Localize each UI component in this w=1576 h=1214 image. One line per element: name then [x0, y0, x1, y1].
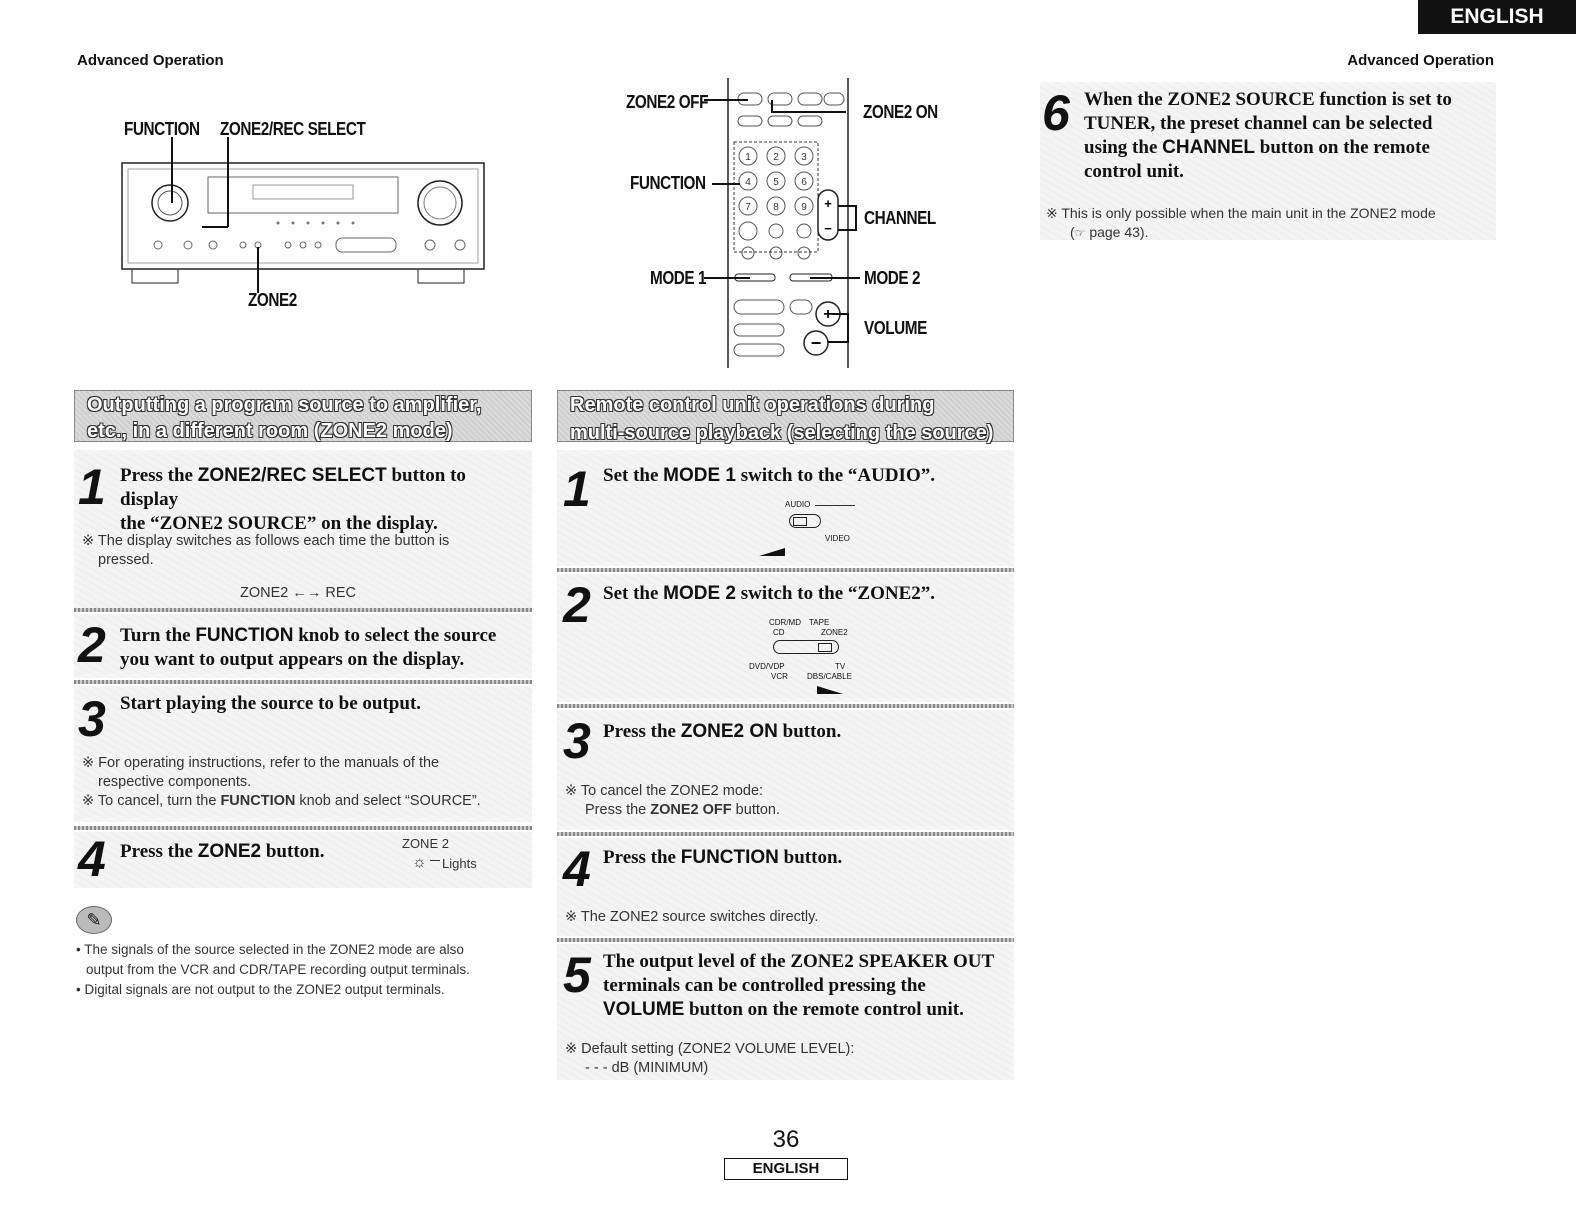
title-text: Set the — [603, 465, 664, 486]
title-text: Set the — [603, 583, 664, 604]
memo-line: output from the VCR and CDR/TAPE recording output terminals. — [86, 962, 470, 977]
svg-text:4: 4 — [745, 177, 751, 188]
divider — [557, 832, 1014, 836]
left-step-1 — [74, 450, 532, 608]
label-function-remote: FUNCTION — [630, 173, 706, 193]
step-note — [565, 1040, 854, 1078]
title-key: MODE 2 — [663, 583, 737, 604]
label-zone2-on: ZONE2 ON — [863, 102, 938, 122]
step-number: 2 — [78, 617, 106, 673]
mid-step-4 — [557, 838, 1014, 936]
note-line: ※ For operating instructions, refer to the manuals of the — [82, 755, 440, 771]
svg-text:5: 5 — [773, 177, 779, 188]
title-key: ZONE2 — [197, 841, 262, 862]
mode2-switch — [773, 640, 839, 654]
divider — [74, 608, 532, 612]
switch-dbs-label: DBS/CABLE — [807, 672, 852, 681]
label-volume: VOLUME — [864, 318, 927, 338]
title-text: Press the — [603, 721, 681, 742]
title-text: control unit. — [1084, 161, 1184, 182]
title-text: using the — [1084, 137, 1163, 158]
step-number: 1 — [78, 459, 106, 515]
switch-line — [815, 505, 855, 506]
note-text: Press the — [585, 802, 651, 818]
switch-video-label: VIDEO — [825, 534, 850, 543]
mid-banner-line2: multi-source playback (selecting the source) — [570, 422, 994, 444]
label-channel: CHANNEL — [864, 208, 936, 228]
left-section-banner — [74, 390, 532, 442]
mid-step-5 — [557, 944, 1014, 1080]
svg-text:1: 1 — [745, 152, 751, 163]
mid-step-1 — [557, 450, 1014, 566]
step-title — [1084, 88, 1494, 184]
step-number: 3 — [78, 691, 106, 747]
step-number: 6 — [1042, 85, 1070, 141]
mid-step-3 — [557, 710, 1014, 830]
page-reference-icon: ☞ — [1074, 226, 1086, 240]
title-text: Turn the — [120, 625, 196, 646]
step-number: 3 — [563, 713, 591, 769]
title-text: Press the — [120, 841, 198, 862]
header-right: Advanced Operation — [1347, 52, 1494, 69]
arrow-icon: ←→ — [292, 585, 322, 601]
note-text: page 43). — [1089, 224, 1149, 240]
svg-text:8: 8 — [773, 202, 779, 213]
title-text: button. — [261, 841, 325, 862]
svg-text:9: 9 — [801, 202, 807, 213]
divider — [557, 568, 1014, 572]
switch-cdrmd-label: CDR/MD — [769, 618, 801, 627]
left-step-4 — [74, 832, 532, 888]
step-title — [603, 720, 841, 744]
step-title — [120, 464, 528, 536]
title-text: terminals can be controlled pressing the — [603, 975, 926, 996]
zone2-indicator-label: ZONE 2 — [402, 836, 449, 851]
mid-step-2 — [557, 574, 1014, 702]
label-zone2-off: ZONE2 OFF — [626, 92, 709, 112]
svg-text:+: + — [823, 306, 833, 323]
note-text: ※ To cancel, turn the — [82, 793, 221, 809]
divider — [74, 826, 532, 830]
label-function: FUNCTION — [124, 119, 200, 139]
left-step-3 — [74, 686, 532, 822]
step-title — [603, 950, 1013, 1022]
title-key: ZONE2/REC SELECT — [197, 465, 387, 486]
title-text: button to display — [120, 465, 466, 510]
mid-banner-line1: Remote control unit operations during — [570, 394, 935, 416]
title-text: Press the — [120, 465, 198, 486]
note-text: ( — [1070, 224, 1075, 240]
svg-text:2: 2 — [773, 152, 779, 163]
svg-text:3: 3 — [801, 152, 807, 163]
label-mode2: MODE 2 — [864, 268, 921, 288]
switch-audio-label: AUDIO — [785, 500, 811, 509]
note-key: ZONE2 OFF — [650, 802, 732, 818]
title-key: VOLUME — [603, 999, 685, 1020]
step-title: Start playing the source to be output. — [120, 693, 422, 714]
light-icon: ☼ — [412, 854, 427, 871]
mode1-switch — [789, 514, 821, 528]
step-number: 5 — [563, 947, 591, 1003]
svg-text:7: 7 — [745, 202, 751, 213]
step-title — [120, 624, 528, 672]
title-text: TUNER, the preset channel can be selected — [1084, 113, 1433, 134]
mode2-switch-diagram — [743, 618, 883, 698]
step-number: 4 — [78, 831, 106, 887]
note-line: - - - dB (MINIMUM) — [585, 1060, 709, 1076]
switch-tv-label: TV — [835, 662, 846, 671]
mode1-switch-diagram — [757, 498, 877, 562]
note-text: knob and select “SOURCE”. — [295, 793, 481, 809]
note-line — [82, 792, 530, 811]
footer-language: ENGLISH — [724, 1158, 848, 1180]
memo-notes — [76, 940, 536, 1000]
note-line: ※ Default setting (ZONE2 VOLUME LEVEL): — [565, 1041, 855, 1057]
title-text: switch to the “AUDIO”. — [736, 465, 935, 486]
title-text: button. — [777, 721, 842, 742]
note-line: respective components. — [98, 774, 252, 790]
title-text: knob to select the source — [293, 625, 497, 646]
switch-vcr-label: VCR — [771, 672, 788, 681]
step-note — [82, 532, 530, 570]
slide-arrow-icon — [817, 686, 843, 694]
right-step-6 — [1040, 82, 1496, 240]
step-title — [603, 846, 842, 870]
seq-rec: REC — [325, 585, 357, 601]
svg-text:−: − — [810, 333, 822, 353]
svg-text:+: + — [824, 196, 832, 211]
mid-section-banner — [557, 390, 1014, 442]
memo-line: • Digital signals are not output to the ZONE2 output terminals. — [76, 982, 445, 997]
memo-pencil-icon: ✎ — [76, 906, 112, 934]
note-line: ※ To cancel the ZONE2 mode: — [565, 783, 764, 799]
title-text: you want to output appears on the display. — [120, 649, 465, 670]
left-banner-line1: Outputting a program source to amplifier, — [87, 394, 482, 416]
left-step-2 — [74, 614, 532, 678]
label-mode1: MODE 1 — [650, 268, 707, 288]
note-text: button. — [731, 802, 781, 818]
step-note — [565, 782, 780, 820]
title-key: FUNCTION — [195, 625, 294, 646]
step-title — [120, 840, 324, 864]
title-text: the “ZONE2 SOURCE” on the display. — [120, 513, 438, 534]
title-text — [603, 998, 1013, 1022]
slide-arrow-icon — [759, 548, 785, 556]
switch-tape-label: TAPE — [809, 618, 830, 627]
note-line — [565, 801, 780, 820]
seq-zone2: ZONE2 — [240, 585, 289, 601]
label-zone2: ZONE2 — [248, 290, 297, 310]
svg-text:−: − — [824, 221, 832, 236]
display-sequence — [240, 584, 356, 603]
divider — [557, 938, 1014, 942]
title-text: Press the — [603, 847, 681, 868]
switch-zone2-label: ZONE2 — [821, 628, 848, 637]
step-title — [603, 582, 935, 606]
step-number: 4 — [563, 841, 591, 897]
receiver-figure — [118, 95, 488, 320]
page-number: 36 — [772, 1126, 800, 1153]
left-banner-line2: etc., in a different room (ZONE2 mode) — [87, 420, 453, 442]
step-note — [82, 754, 530, 811]
title-key: FUNCTION — [680, 847, 779, 868]
switch-dvdvdp-label: DVD/VDP — [749, 662, 785, 671]
title-key: MODE 1 — [663, 465, 737, 486]
lights-label: Lights — [442, 856, 477, 871]
svg-text:6: 6 — [801, 177, 807, 188]
header-left: Advanced Operation — [77, 52, 224, 69]
title-text: button. — [778, 847, 843, 868]
title-text: switch to the “ZONE2”. — [736, 583, 935, 604]
step-number: 2 — [563, 577, 591, 633]
label-zone2rec-select: ZONE2/REC SELECT — [220, 119, 366, 139]
title-key: CHANNEL — [1162, 137, 1256, 158]
step-number: 1 — [563, 461, 591, 517]
title-text: button on the remote control unit. — [684, 999, 964, 1020]
divider — [557, 704, 1014, 708]
memo-line: • The signals of the source selected in the ZONE2 mode are also — [76, 942, 464, 957]
step-note: ※ The ZONE2 source switches directly. — [565, 909, 819, 925]
note-key: FUNCTION — [220, 793, 296, 809]
note-line — [1046, 223, 1496, 243]
note-line: ※ This is only possible when the main unit in the ZONE2 mode — [1046, 205, 1436, 221]
note-line: pressed. — [98, 552, 154, 568]
title-key: ZONE2 ON — [680, 721, 778, 742]
step-note — [1046, 204, 1496, 243]
language-badge: ENGLISH — [1418, 0, 1576, 34]
title-text — [1084, 136, 1494, 160]
leader-line — [430, 860, 440, 861]
step-title — [603, 464, 935, 488]
title-text: When the ZONE2 SOURCE function is set to — [1084, 89, 1452, 110]
remote-figure — [620, 78, 960, 370]
title-text: button on the remote — [1255, 137, 1430, 158]
switch-cd-label: CD — [773, 628, 785, 637]
note-line: ※ The display switches as follows each time the button is — [82, 533, 450, 549]
divider — [74, 680, 532, 684]
title-text: The output level of the ZONE2 SPEAKER OUT — [603, 951, 995, 972]
